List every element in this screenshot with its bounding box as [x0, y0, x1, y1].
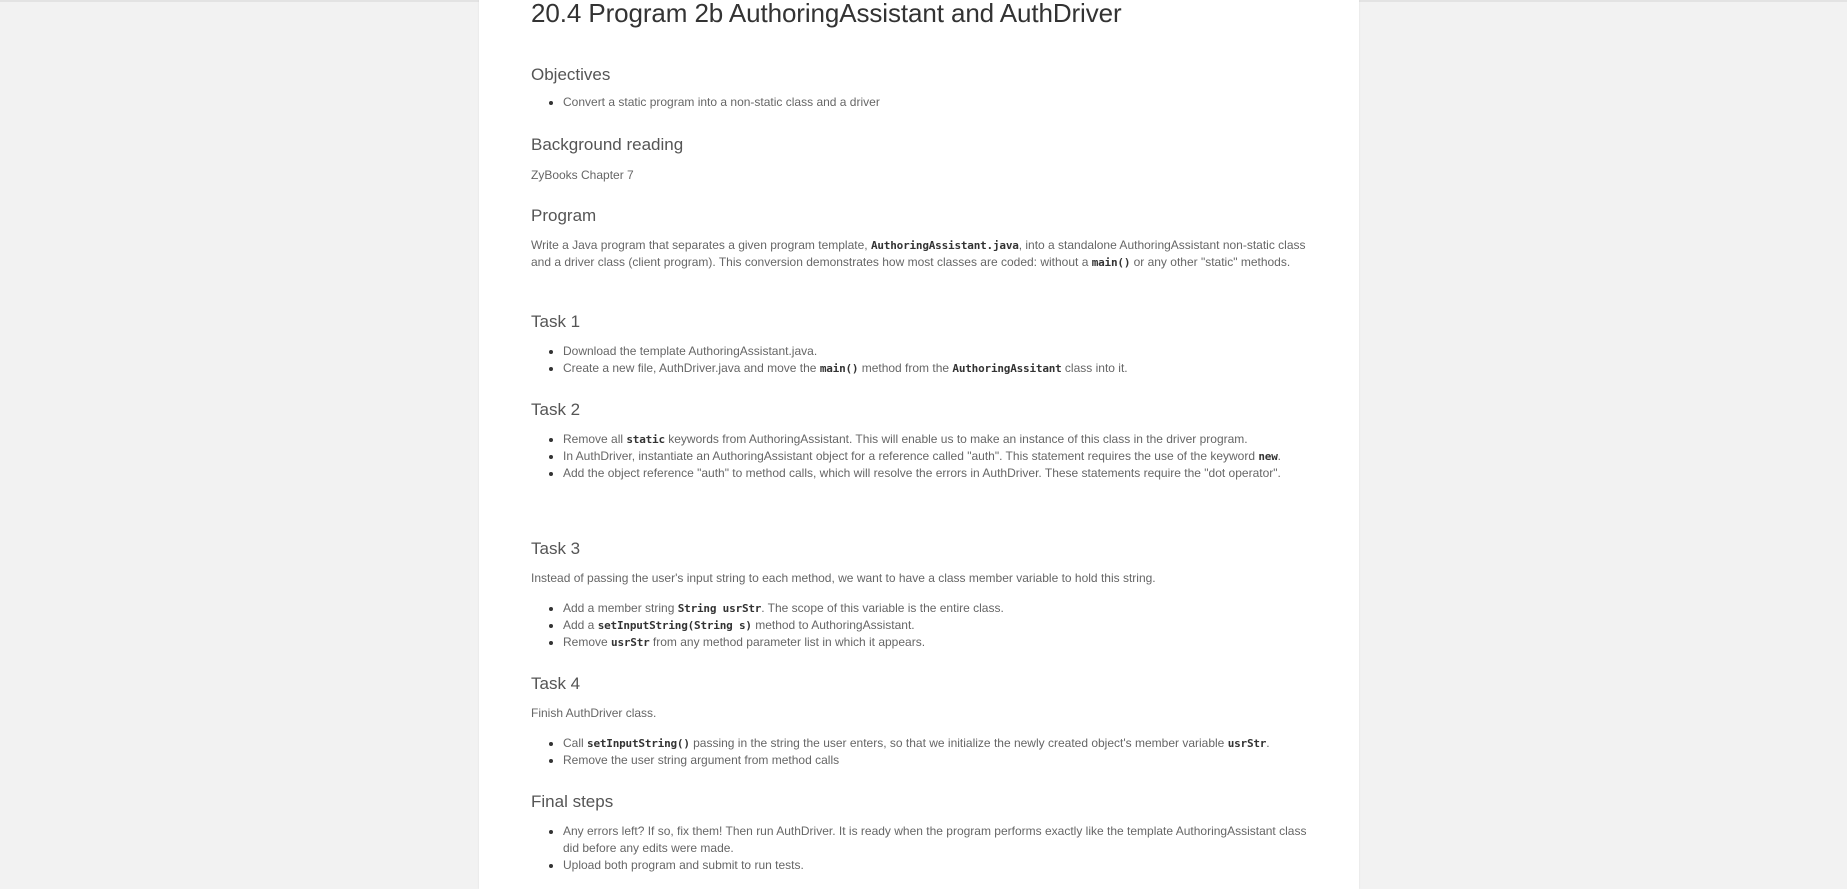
inline-code: setInputString()	[587, 737, 690, 750]
inline-code: AuthoringAssistant.java	[870, 239, 1019, 252]
final-steps-list	[531, 823, 1321, 874]
inline-code: main()	[1091, 256, 1131, 269]
final-steps-heading: Final steps	[531, 792, 614, 811]
inline-code: setInputString(String s)	[597, 619, 752, 632]
background-text: ZyBooks Chapter 7	[531, 168, 634, 182]
task4-list	[531, 735, 1321, 769]
inline-code: main()	[819, 362, 859, 375]
background-section	[531, 134, 1321, 184]
program-description: Write a Java program that separates a given program template, AuthoringAssistant.java, into a standalone AuthoringAssistant non-static class and a driver class (client program). This conversion demonstrates how most classes are coded: without a main() or any other "static" methods.	[531, 238, 1306, 269]
task3-section	[531, 538, 1321, 651]
program-heading: Program	[531, 206, 597, 225]
task3-intro: Instead of passing the user's input string to each method, we want to have a class member variable to hold this string.	[531, 571, 1156, 585]
list-item: • Remove the user string argument from method calls	[563, 752, 1321, 769]
list-item: • Upload both program and submit to run tests.	[563, 857, 1321, 874]
task4-intro: Finish AuthDriver class.	[531, 706, 657, 720]
objectives-list	[531, 94, 1321, 111]
list-item: • Add a setInputString(String s) method to AuthoringAssistant.	[563, 617, 1321, 634]
content-page	[479, 0, 1359, 889]
inline-code: String usrStr	[677, 602, 762, 615]
final-steps-section	[531, 791, 1321, 874]
program-section	[531, 205, 1321, 271]
task1-section	[531, 311, 1321, 377]
objectives-section	[531, 64, 1321, 111]
list-item: • Download the template AuthoringAssistant.java.	[563, 343, 1321, 360]
page-title: 20.4 Program 2b AuthoringAssistant and AuthDriver	[531, 0, 1122, 28]
list-item: • Add a member string String usrStr. The scope of this variable is the entire class.	[563, 600, 1321, 617]
task1-list	[531, 343, 1321, 377]
task1-heading: Task 1	[531, 312, 581, 331]
objectives-heading: Objectives	[531, 65, 611, 84]
task2-section	[531, 399, 1321, 482]
list-item: • Add the object reference "auth" to method calls, which will resolve the errors in AuthDriver. These statements require the "dot operator".	[563, 465, 1321, 482]
task3-list	[531, 600, 1321, 651]
background-heading: Background reading	[531, 135, 684, 154]
list-item: • Any errors left? If so, fix them! Then run AuthDriver. It is ready when the program performs exactly like the template AuthoringAssistant class did before any edits were made.	[563, 823, 1321, 857]
list-item: • Convert a static program into a non-static class and a driver	[563, 94, 1321, 111]
list-item: • Remove usrStr from any method parameter list in which it appears.	[563, 634, 1321, 651]
list-item: • Remove all static keywords from AuthoringAssistant. This will enable us to make an instance of this class in the driver program.	[563, 431, 1321, 448]
task2-heading: Task 2	[531, 400, 581, 419]
inline-code: usrStr	[611, 636, 650, 649]
inline-code: new	[1258, 450, 1278, 463]
task4-section	[531, 673, 1321, 769]
list-item: • Create a new file, AuthDriver.java and move the main() method from the AuthoringAssitant class into it.	[563, 360, 1321, 377]
task3-heading: Task 3	[531, 539, 581, 558]
inline-code: usrStr	[1227, 737, 1267, 750]
task2-list	[531, 431, 1321, 482]
list-item: • In AuthDriver, instantiate an AuthoringAssistant object for a reference called "auth". This statement requires the use of the keyword new.	[563, 448, 1321, 465]
task4-heading: Task 4	[531, 674, 581, 693]
inline-code: AuthoringAssitant	[952, 362, 1062, 375]
list-item: • Call setInputString() passing in the string the user enters, so that we initialize the newly created object's member variable usrStr.	[563, 735, 1321, 752]
inline-code: static	[626, 433, 665, 446]
